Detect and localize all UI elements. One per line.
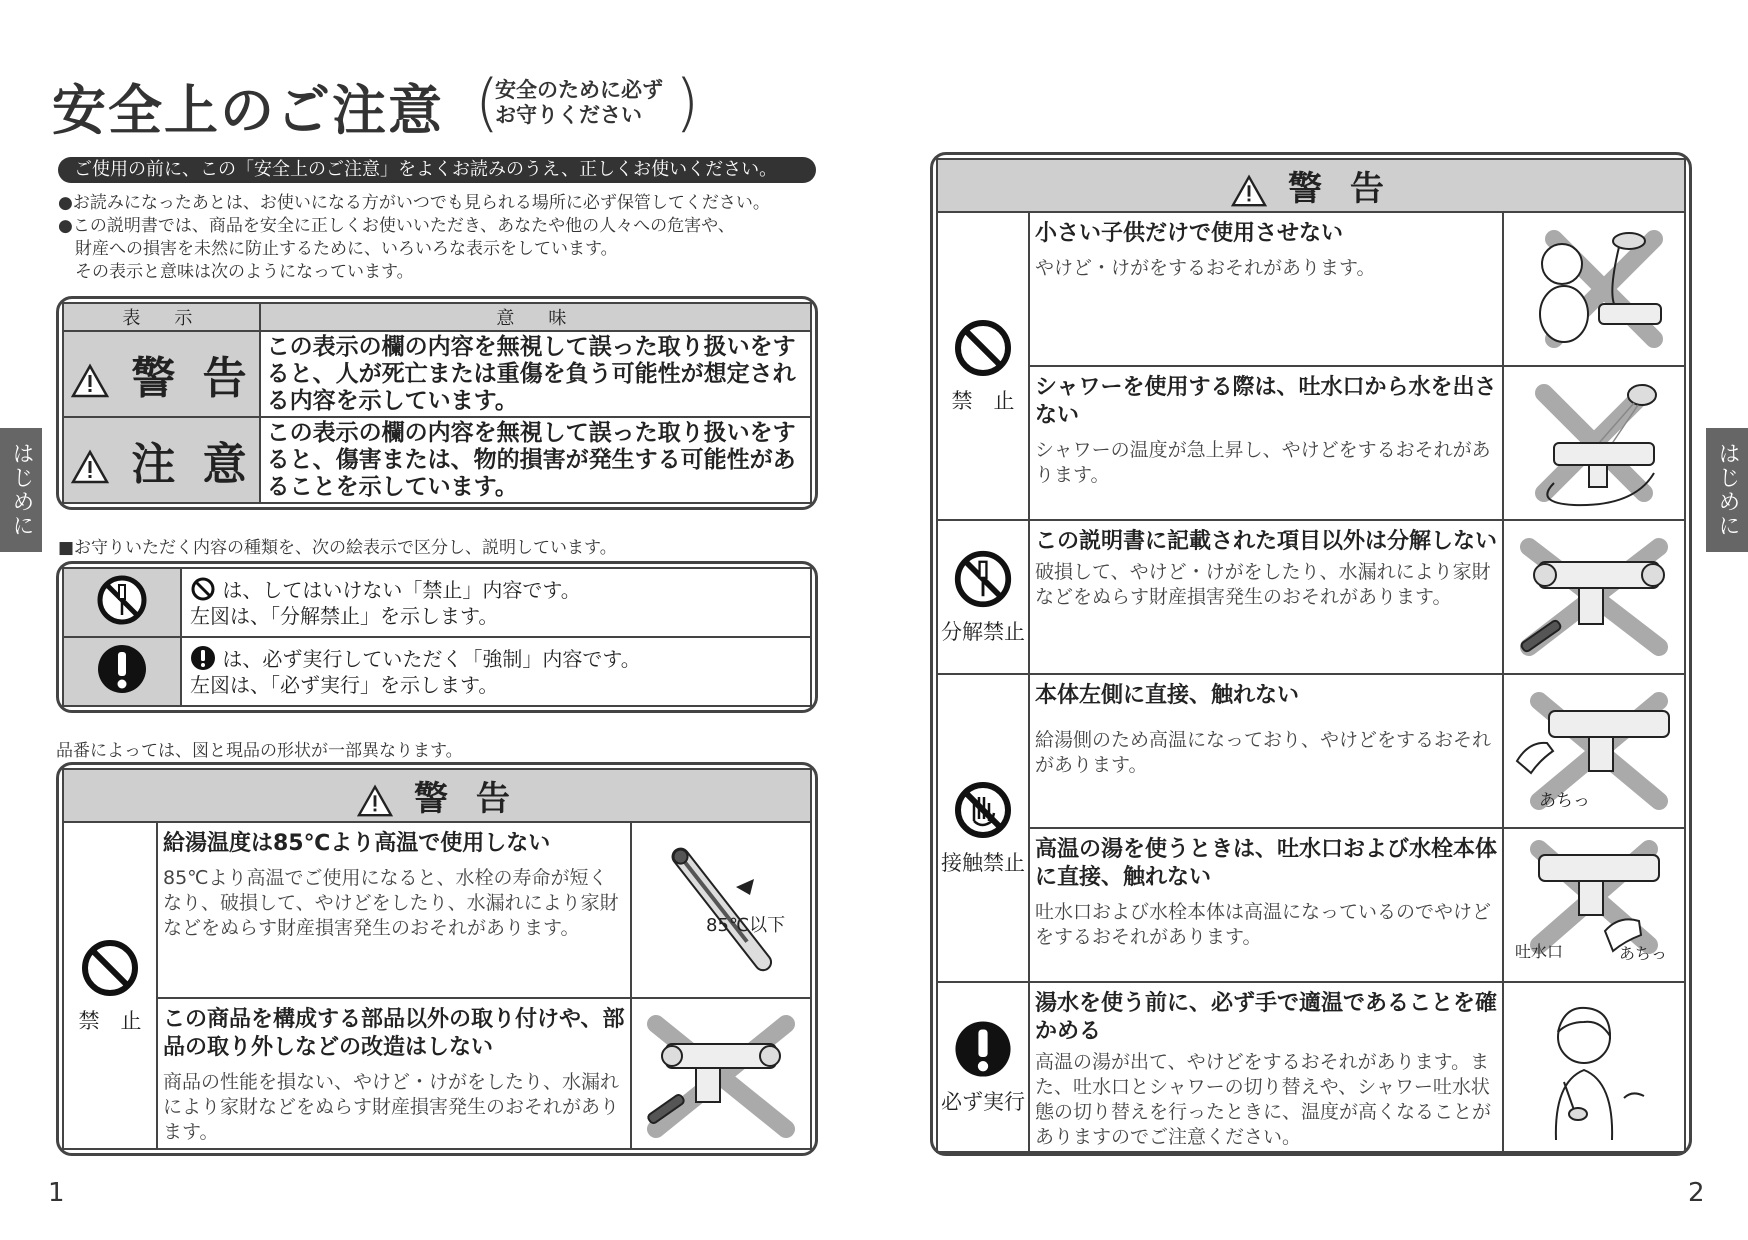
warning-text-cell — [1029, 366, 1503, 520]
page-number-right: 2 — [1688, 1178, 1705, 1208]
warning-heading: シャワーを使用する際は、吐水口から水を出さない — [1035, 375, 1497, 428]
spout-label: 吐水口 — [1515, 942, 1564, 961]
intro-line: その表示と意味は次のようになっています。 — [75, 262, 414, 282]
warning-heading: 本体左側に直接、触れない — [1035, 683, 1300, 708]
pictogram-table — [62, 567, 812, 707]
legend-meaning: この表示の欄の内容を無視して誤った取り扱いをすると、傷害または、物的損害が発生する可能性があることを示しています。 — [260, 417, 811, 503]
thermometer-illustration — [636, 835, 806, 985]
side-tab-right[interactable]: はじめに — [1706, 428, 1748, 552]
prohibit-icon — [190, 576, 216, 602]
warning-triangle-icon — [70, 363, 110, 399]
mandatory-text: は、必ず実行していただく「強制」内容です。 — [222, 647, 641, 671]
pictogram-note: ■お守りいただく内容の種類を、次の絵表示で区分し、説明しています。 — [58, 538, 617, 558]
hot-body-illustration-cell — [1503, 674, 1685, 828]
intro-text — [58, 192, 828, 284]
warning-body: 給湯側のため高温になっており、やけどをするおそれがあります。 — [1035, 729, 1492, 776]
left-warning-table — [62, 768, 812, 1150]
prohibit-icon — [79, 937, 141, 999]
warning-body: やけど・けがをするおそれがあります。 — [1035, 257, 1376, 279]
symbol-label: 接触禁止 — [941, 851, 1025, 875]
page-title: 安全上のご注意 — [52, 79, 444, 142]
intro-line: ●お読みになったあとは、お使いになる方がいつでも見られる場所に必ず保管してください。 — [58, 193, 770, 213]
hot-spout-illustration — [1509, 835, 1679, 975]
legend-sign-label: 注 意 — [131, 439, 253, 490]
symbol-label: 禁 止 — [78, 1008, 142, 1033]
warning-text-cell — [1029, 674, 1503, 828]
disassembly-prohibited-cell — [63, 568, 181, 637]
warning-header-label: 警 告 — [414, 779, 518, 819]
side-tab-left[interactable]: はじめに — [0, 428, 42, 552]
mandatory-small-icon — [190, 645, 216, 671]
warning-heading: この説明書に記載された項目以外は分解しない — [1035, 529, 1498, 554]
left-warning-frame — [56, 762, 818, 1156]
mandatory-line-1 — [190, 645, 809, 672]
warning-body: 商品の性能を損ない、やけど・けがをしたり、水漏れにより家財などをぬらす財産損害発生のおそれがあります。 — [163, 1071, 620, 1143]
warning-header-label: 警 告 — [1288, 169, 1392, 209]
warning-heading: 小さい子供だけで使用させない — [1035, 221, 1344, 246]
legend-col-display: 表 示 — [63, 303, 260, 331]
warning-body: シャワーの温度が急上昇し、やけどをするおそれがあります。 — [1035, 439, 1491, 486]
page-subtitle — [495, 78, 663, 128]
faucet-disassembly-illustration — [1509, 527, 1679, 667]
right-warning-frame — [930, 152, 1692, 1156]
legend-sign-label: 警 告 — [131, 353, 253, 404]
legend-sign-warning — [63, 331, 260, 417]
prohibit-symbol-cell — [937, 212, 1029, 520]
faucet-disassembly-illustration — [636, 1004, 806, 1144]
subtitle-paren-close: ) — [675, 66, 700, 139]
warning-body: 吐水口および水栓本体は高温になっているのでやけどをするおそれがあります。 — [1035, 901, 1492, 948]
mandatory-icon — [952, 1018, 1014, 1080]
warning-body: 85℃より高温でご使用になると、水栓の寿命が短くなり、破損して、やけどをしたり、水漏れにより家財などをぬらす財産損害発生のおそれがあります。 — [163, 867, 619, 939]
prohibit-symbol-cell — [63, 822, 157, 1149]
shower-spout-illustration — [1514, 373, 1674, 513]
warning-heading: 湯水を使う前に、必ず手で適温であることを確かめる — [1035, 991, 1498, 1044]
warning-header — [63, 769, 811, 822]
legend-meaning: この表示の欄の内容を無視して誤った取り扱いをすると、人が死亡または重傷を負う可能性が想定される内容を示しています。 — [260, 331, 811, 417]
intro-line: ●この説明書では、商品を安全に正しくお使いいただき、あなたや他の人々への危害や、 — [58, 216, 735, 236]
legend-sign-caution — [63, 417, 260, 503]
legend-frame — [56, 296, 818, 510]
mandatory-cell — [63, 637, 181, 706]
prohibit-icon — [952, 317, 1014, 379]
warning-triangle-icon — [356, 784, 394, 818]
subtitle-paren-open: ( — [475, 66, 500, 139]
mandatory-icon — [95, 642, 149, 696]
mandatory-line-2: 左図は、「必ず実行」を示します。 — [190, 673, 499, 697]
no-disassembly-icon — [952, 548, 1014, 610]
faucet-illustration-cell — [631, 998, 811, 1149]
page-number-left: 1 — [48, 1178, 65, 1208]
intro-line: 財産への損害を未然に防止するために、いろいろな表示をしています。 — [75, 239, 618, 259]
hot-spout-illustration-cell — [1503, 828, 1685, 982]
warning-text-cell — [1029, 982, 1503, 1152]
no-disassembly-icon — [95, 573, 149, 627]
thermometer-label: 85℃以下 — [706, 915, 786, 936]
symbol-label: 分解禁止 — [941, 620, 1025, 644]
warning-text-cell — [157, 998, 631, 1149]
model-note: 品番によっては、図と現品の形状が一部異なります。 — [56, 741, 463, 761]
prohibit-text: は、してはいけない「禁止」内容です。 — [222, 578, 581, 602]
mandatory-symbol-cell — [937, 982, 1029, 1152]
legend-col-meaning: 意 味 — [260, 303, 811, 331]
warning-heading: 給湯温度は85℃より高温で使用しない — [163, 831, 551, 856]
shower-illustration-cell — [1503, 366, 1685, 520]
prohibit-line-1 — [190, 576, 809, 603]
mandatory-description — [181, 637, 811, 706]
right-warning-table — [936, 158, 1686, 1153]
child-shower-illustration — [1514, 219, 1674, 359]
prohibit-description — [181, 568, 811, 637]
no-touch-symbol-cell — [937, 674, 1029, 982]
warning-heading: 高温の湯を使うときは、吐水口および水栓本体に直接、触れない — [1035, 837, 1498, 890]
hot-exclaim-text: あちっ — [1619, 944, 1668, 963]
warning-text-cell — [157, 822, 631, 998]
hot-exclaim-text: あちっ — [1539, 791, 1590, 811]
subtitle-line-1: 安全のために必ず — [495, 78, 663, 102]
warning-text-cell — [1029, 212, 1503, 366]
warning-body: 高温の湯が出て、やけどをするおそれがあります。また、吐水口とシャワーの切り替えや、シャワー吐水状態の切り替えを行ったときに、温度が高くなることがありますのでご注意ください。 — [1035, 1051, 1492, 1148]
thermometer-illustration-cell — [631, 822, 811, 998]
subtitle-line-2: お守りください — [495, 103, 642, 127]
warning-text-cell — [1029, 520, 1503, 674]
legend-table — [62, 302, 812, 504]
hot-faucet-body-illustration — [1509, 681, 1679, 821]
warning-triangle-icon — [1230, 174, 1268, 208]
warning-triangle-icon — [70, 449, 110, 485]
warning-heading: この商品を構成する部品以外の取り付けや、部品の取り外しなどの改造はしない — [163, 1007, 625, 1060]
warning-text-cell — [1029, 828, 1503, 982]
symbol-label: 禁 止 — [951, 389, 1015, 413]
warning-body: 破損して、やけど・けがをしたり、水漏れにより家財などをぬらす財産損害発生のおそれがあります。 — [1035, 561, 1491, 608]
no-touch-icon — [952, 779, 1014, 841]
child-illustration-cell — [1503, 212, 1685, 366]
pictogram-frame — [56, 561, 818, 713]
warning-header — [937, 159, 1685, 212]
symbol-label: 必ず実行 — [941, 1090, 1025, 1114]
woman-checking-temperature-illustration — [1514, 992, 1674, 1142]
disassembly-illustration-cell — [1503, 520, 1685, 674]
usage-banner: ご使用の前に、この「安全上のご注意」をよくお読みのうえ、正しくお使いください。 — [58, 157, 816, 183]
check-temp-illustration-cell — [1503, 982, 1685, 1152]
no-disassembly-symbol-cell — [937, 520, 1029, 674]
prohibit-line-2: 左図は、「分解禁止」を示します。 — [190, 604, 499, 628]
